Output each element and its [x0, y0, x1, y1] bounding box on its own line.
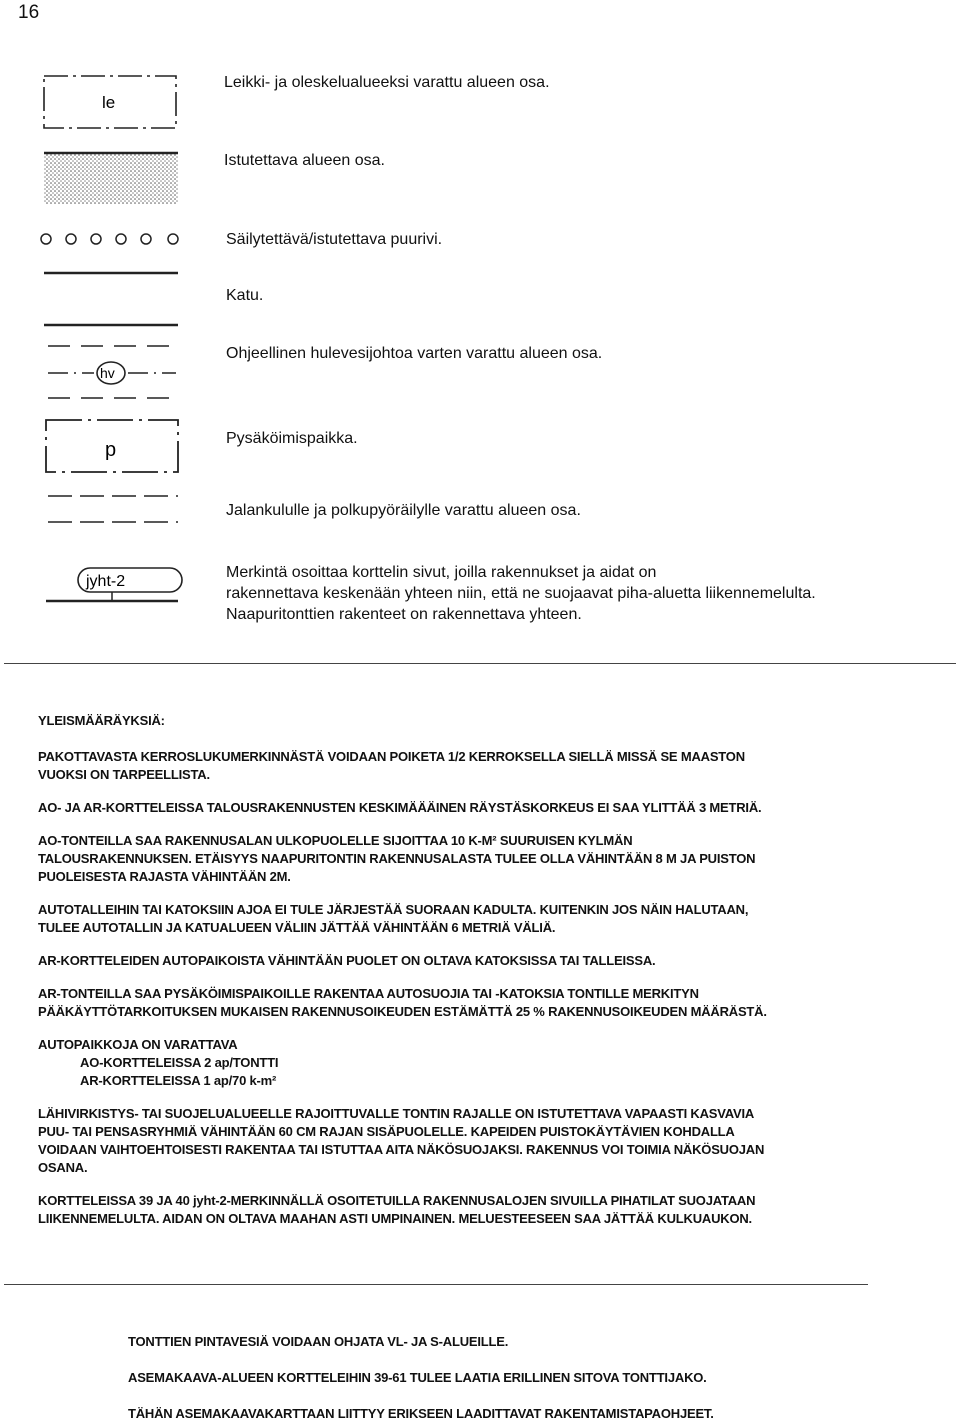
additional-regulation: TÄHÄN ASEMAKAAVAKARTTAAN LIITTYY ERIKSEEN LAADITTAVAT RAKENTAMISTAPAOHJEET. — [128, 1406, 714, 1421]
page-number: 16 — [18, 2, 40, 23]
section-divider — [4, 1284, 868, 1285]
regulation-line: AO- JA AR-KORTTELEISSA TALOUSRAKENNUSTEN KESKIMÄÄÄINEN RÄYSTÄSKORKEUS EI SAA YLITTÄÄ 3 METRIÄ. — [38, 800, 762, 815]
legend-symbol-p: p — [105, 439, 117, 461]
additional-regulation: TONTTIEN PINTAVESIÄ VOIDAAN OHJATA VL- JA S-ALUEILLE. — [128, 1334, 509, 1349]
additional-regulation: ASEMAKAAVA-ALUEEN KORTTELEIHIN 39-61 TULEE LAATIA ERILLINEN SITOVA TONTTIJAKO. — [128, 1370, 707, 1385]
regulation-line: LÄHIVIRKISTYS- TAI SUOJELUALUEELLE RAJOITTUVALLE TONTIN RAJALLE ON ISTUTETTAVA VAPAASTI KASVAVIA — [38, 1106, 755, 1121]
legend-text-line: Merkintä osoittaa korttelin sivut, joilla rakennukset ja aidat on — [226, 564, 657, 581]
pedestrian-path-icon — [44, 490, 184, 530]
joint-build-marker-icon — [42, 562, 188, 608]
legend-text-line: Naapuritonttien rakenteet on rakennettava yhteen. — [226, 606, 582, 623]
regulation-line: AO-KORTTELEISSA 2 ap/TONTTI — [80, 1055, 279, 1070]
legend-text-planting-area: Istutettava alueen osa. — [224, 152, 385, 169]
dashed-area-icon — [40, 72, 182, 134]
legend-text-pedestrian: Jalankululle ja polkupyöräilylle varattu alueen osa. — [226, 502, 581, 519]
tree-row-icon — [36, 228, 188, 250]
regulation-line: AR-TONTEILLA SAA PYSÄKÖIMISPAIKOILLE RAKENTAA AUTOSUOJIA TAI -KATOKSIA TONTILLE MERKITYN — [38, 986, 699, 1001]
section-divider — [4, 663, 956, 664]
regulation-line: OSANA. — [38, 1160, 88, 1175]
regulation-line: KORTTELEISSA 39 JA 40 jyht-2-MERKINNÄLLÄ OSOITETUILLA RAKENNUSALOJEN SIVUILLA PIHATILAT SUOJATAAN — [38, 1193, 756, 1208]
legend-text-stormwater: Ohjeellinen hulevesijohtoa varten varattu alueen osa. — [226, 345, 603, 362]
regulation-line: AO-TONTEILLA SAA RAKENNUSALAN ULKOPUOLELLE SIJOITTAA 10 K-M² SUURUISEN KYLMÄN — [38, 833, 633, 848]
regulation-line: AUTOPAIKKOJA ON VARATTAVA — [38, 1037, 238, 1052]
regulation-line: PUOLEISESTA RAJASTA VÄHINTÄÄN 2M. — [38, 869, 291, 884]
legend-text-street: Katu. — [226, 287, 264, 304]
dotted-area-icon — [42, 150, 182, 206]
regulation-line: TALOUSRAKENNUKSEN. ETÄISYYS NAAPURITONTIN RAKENNUSALASTA TULEE OLLA VÄHINTÄÄN 8 M JA PUISTON — [38, 851, 756, 866]
regulation-line: TULEE AUTOTALLIN JA KATUALUEEN VÄLIIN JÄTTÄÄ VÄHINTÄÄN 6 METRIÄ VÄLIÄ. — [38, 920, 556, 935]
legend-text-joint-build — [226, 562, 816, 625]
regulation-line: AR-KORTTELEISSA 1 ap/70 k-m² — [80, 1073, 277, 1088]
legend-symbol-hv: hv — [100, 365, 115, 381]
regulation-line: PAKOTTAVASTA KERROSLUKUMERKINNÄSTÄ VOIDAAN POIKETA 1/2 KERROKSELLA SIELLÄ MISSÄ SE MAASTON — [38, 749, 745, 764]
legend-text-line: rakennettava keskenään yhteen niin, että ne suojaavat piha-aluetta liikennemelulta. — [226, 585, 816, 602]
general-regulations — [38, 712, 938, 1228]
regulation-line: VUOKSI ON TARPEELLISTA. — [38, 767, 210, 782]
regulation-line: AUTOTALLEIHIN TAI KATOKSIIN AJOA EI TULE JÄRJESTÄÄ SUORAAN KADULTA. KUITENKIN JOS NÄIN HALUTAAN, — [38, 902, 749, 917]
legend-text-tree-row: Säilytettävä/istutettava puurivi. — [226, 231, 443, 248]
street-icon — [44, 266, 180, 330]
regulation-line: PUU- TAI PENSASRYHMIÄ VÄHINTÄÄN 60 CM RAJAN SISÄPUOLELLE. KAPEIDEN PUISTOKÄYTÄVIEN KOHDALLA — [38, 1124, 735, 1139]
parking-area-icon — [42, 414, 186, 476]
legend-symbol-jyht-2: jyht-2 — [86, 573, 126, 590]
legend-text-play-area: Leikki- ja oleskelualueeksi varattu alueen osa. — [224, 74, 550, 91]
regulation-line: PÄÄKÄYTTÖTARKOITUKSEN MUKAISEN RAKENNUSOIKEUDEN ESTÄMÄTTÄ 25 % RAKENNUSOIKEUDEN MÄÄRÄSTÄ. — [38, 1004, 767, 1019]
legend-symbol-le: le — [102, 93, 116, 112]
regulations-heading: YLEISMÄÄRÄYKSIÄ: — [38, 713, 165, 728]
regulation-line: LIIKENNEMELULTA. AIDAN ON OLTAVA MAAHAN ASTI UMPINAINEN. MELUESTEESEEN SAA JÄTTÄÄ KULKUAUKON. — [38, 1211, 752, 1226]
regulation-line: AR-KORTTELEIDEN AUTOPAIKOISTA VÄHINTÄÄN PUOLET ON OLTAVA KATOKSISSA TAI TALLEISSA. — [38, 953, 656, 968]
legend-text-parking: Pysäköimispaikka. — [226, 430, 358, 447]
regulation-line: VOIDAAN VAIHTOEHTOISESTI RAKENTAA TAI ISTUTTAA AITA NÄKÖSUOJAKSI. RAKENNUS VOI TOIMIA NÄKÖSUOJAN — [38, 1142, 765, 1157]
stormwater-pipe-icon — [44, 340, 184, 406]
